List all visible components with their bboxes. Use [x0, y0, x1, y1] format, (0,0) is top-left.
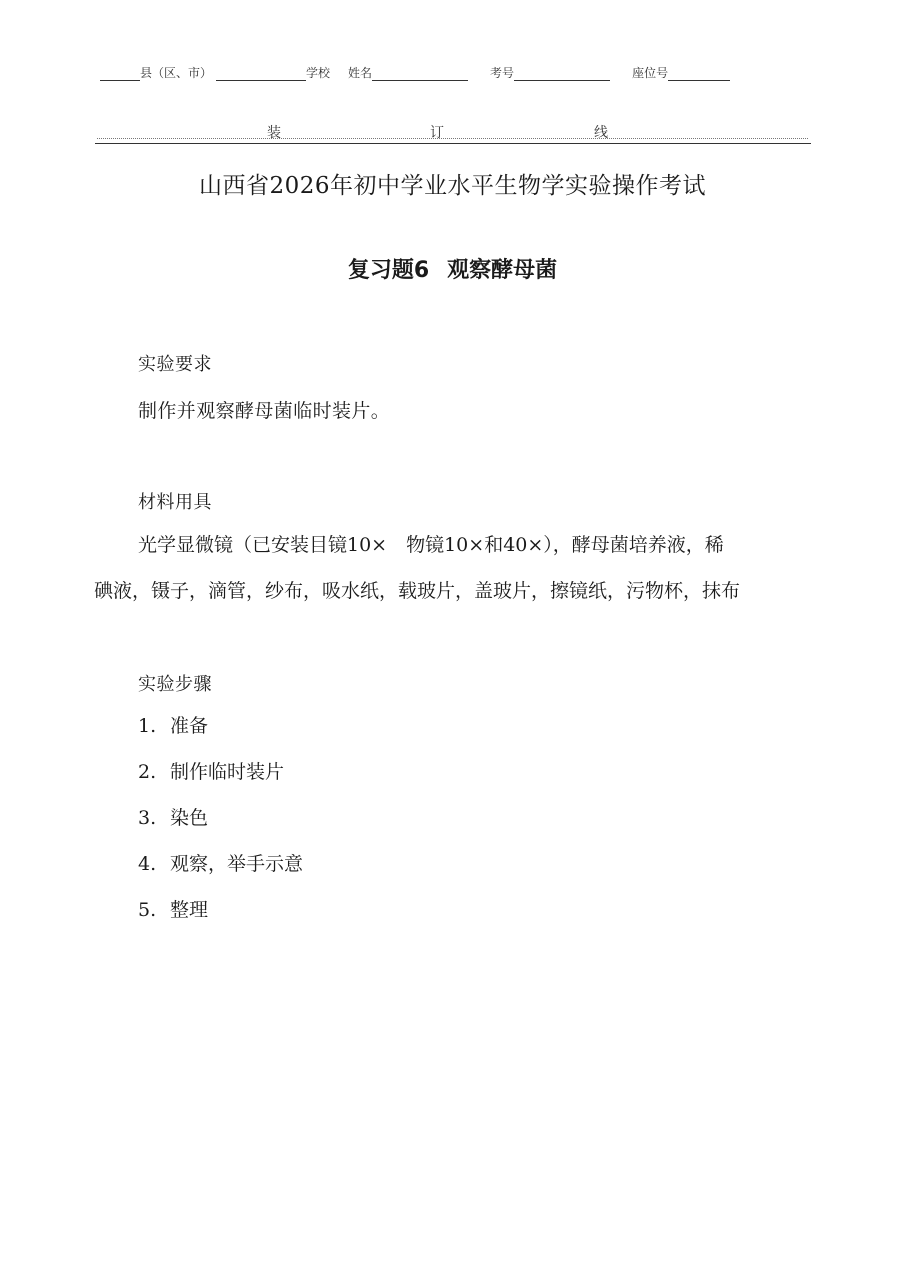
exam-number-blank[interactable] [514, 68, 610, 81]
step-item: 5. 整理 [138, 899, 209, 921]
header-rule [95, 143, 811, 144]
requirements-text: 制作并观察酵母菌临时装片。 [138, 400, 391, 422]
materials-line-1: 光学显微镜（已安装目镜10× 物镜10×和40×），酵母菌培养液，稀 [138, 534, 724, 556]
school-label: 学校 [306, 66, 331, 80]
steps-list [138, 712, 303, 942]
step-item: 2. 制作临时装片 [138, 761, 285, 783]
county-label: 县（区、市） [140, 66, 213, 80]
step-item: 4. 观察，举手示意 [138, 853, 304, 875]
binding-word-2: 订 [430, 125, 444, 141]
binding-word-1: 装 [267, 125, 281, 141]
candidate-info-line [100, 64, 730, 81]
exam-title: 山西省2026年初中学业水平生物学实验操作考试 [198, 173, 707, 199]
name-blank[interactable] [372, 68, 468, 81]
binding-line [97, 122, 808, 142]
school-blank[interactable] [216, 68, 306, 81]
topic-name: 观察酵母菌 [447, 258, 558, 283]
seat-blank[interactable] [668, 68, 730, 81]
seat-label: 座位号 [632, 66, 669, 80]
materials-heading: 材料用具 [138, 492, 212, 513]
requirements-heading: 实验要求 [138, 354, 212, 375]
materials-line-2: 碘液，镊子，滴管，纱布，吸水纸，载玻片，盖玻片，擦镜纸，污物杯，抹布 [94, 580, 741, 602]
county-blank[interactable] [100, 68, 140, 81]
steps-heading: 实验步骤 [138, 674, 212, 695]
step-item: 3. 染色 [138, 807, 209, 829]
topic-number: 复习题6 [347, 258, 430, 283]
step-item: 1. 准备 [138, 715, 209, 737]
materials-paragraph [94, 522, 812, 614]
dotted-divider [97, 138, 808, 139]
exam-number-label: 考号 [490, 66, 515, 80]
topic-title [0, 253, 905, 284]
binding-word-3: 线 [594, 125, 608, 141]
name-label: 姓名 [348, 66, 373, 80]
